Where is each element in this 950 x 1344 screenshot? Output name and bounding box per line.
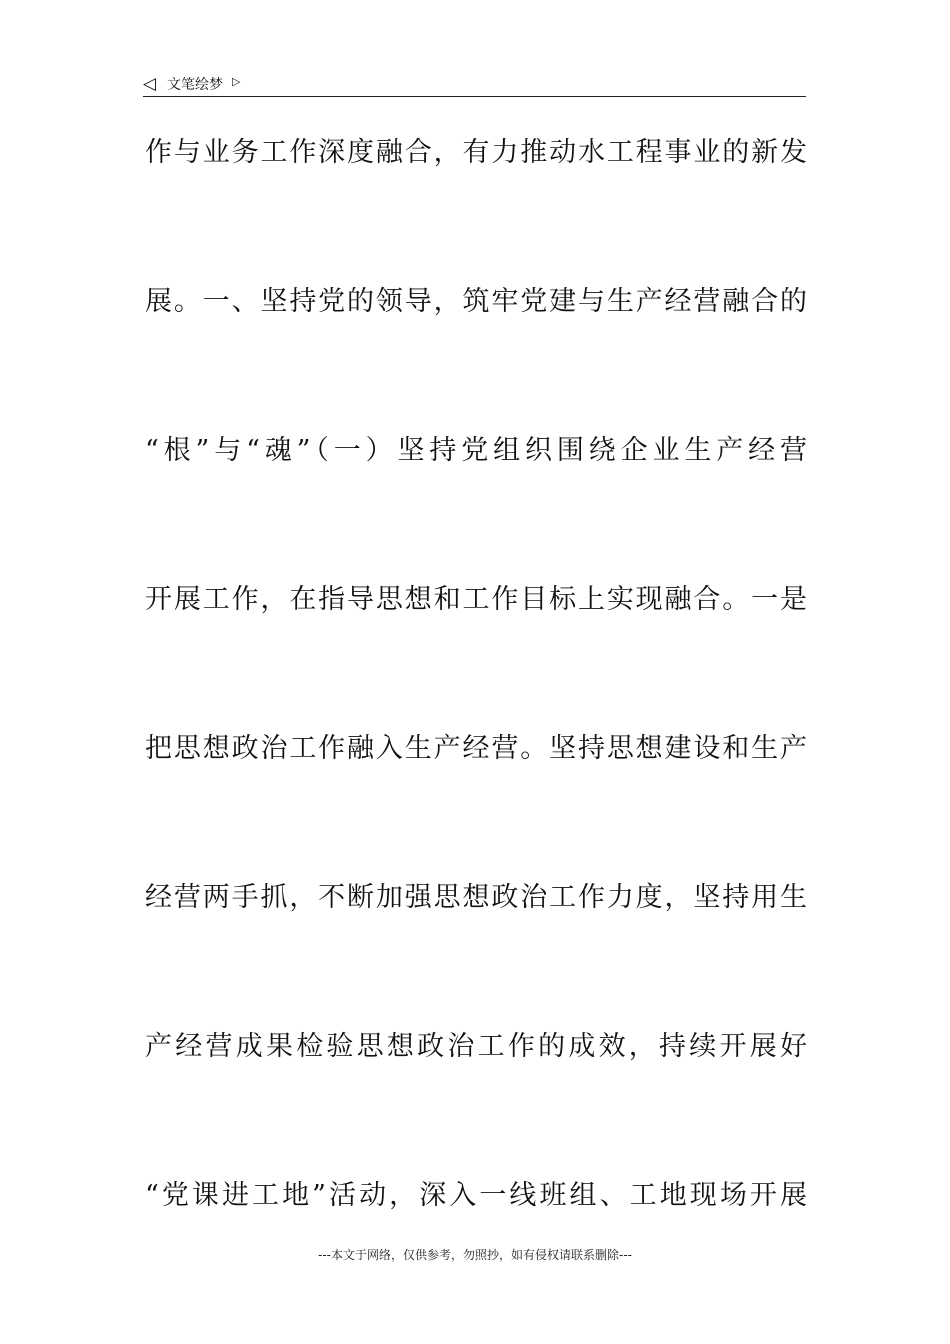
triangle-right-icon: ▷ (232, 75, 241, 88)
body-line-8: “党课进工地”活动，深入一线班组、工地现场开展 (145, 1180, 807, 1211)
body-line-6: 经营两手抓，不断加强思想政治工作力度，坚持用生 (145, 882, 807, 913)
page-header (143, 72, 806, 97)
triangle-left-icon: ◁ (143, 74, 157, 94)
body-line-1: 作与业务工作深度融合，有力推动水工程事业的新发 (145, 137, 807, 168)
body-line-5: 把思想政治工作融入生产经营。坚持思想建设和生产 (145, 733, 807, 764)
body-line-4: 开展工作，在指导思想和工作目标上实现融合。一是 (145, 584, 807, 615)
header-brand: 文笔绘梦 (167, 77, 223, 93)
body-line-7: 产经营成果检验思想政治工作的成效，持续开展好 (145, 1031, 807, 1062)
body-line-3: “根”与“魂”（一）坚持党组织围绕企业生产经营 (145, 435, 807, 466)
footer-disclaimer: ---本文于网络，仅供参考，勿照抄，如有侵权请联系删除--- (318, 1248, 632, 1262)
body-line-2: 展。一、坚持党的领导，筑牢党建与生产经营融合的 (145, 286, 807, 317)
